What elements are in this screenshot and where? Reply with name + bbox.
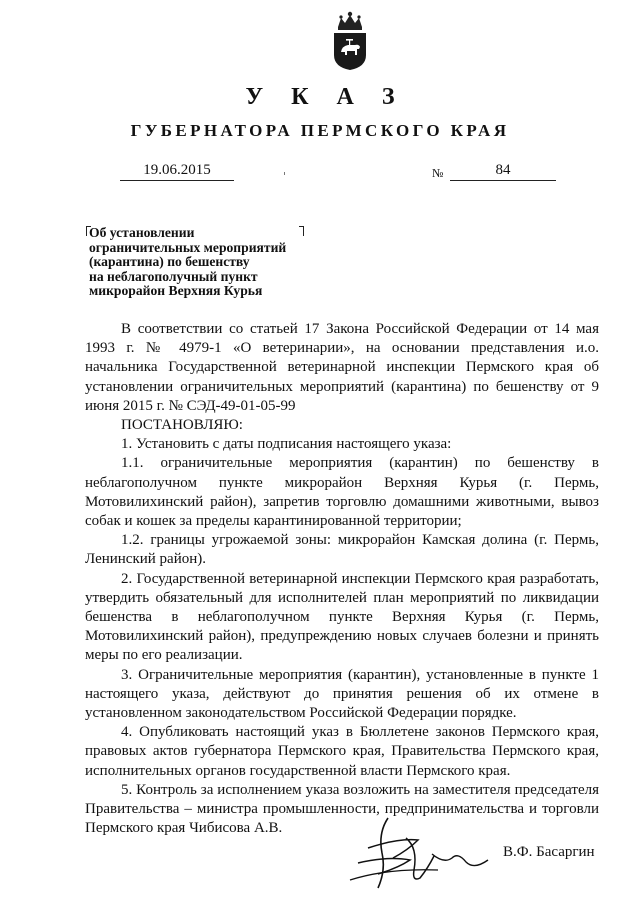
preamble-paragraph: В соответствии со статьей 17 Закона Российской Федерации от 14 мая 1993 г. № 4979-1 «О ветеринарии», на основании представления и.о. начальника Государственной ветеринарной инспекции Пермского края об установлении ограничительных мероприятий (карантина) по бешенству от 9 июня 2015 г. № СЭД-49-01-05-99 <box>85 321 599 414</box>
decree-subject <box>89 226 319 299</box>
scan-speck <box>284 172 285 175</box>
decree-body <box>85 320 599 838</box>
decree-issuer: ГУБЕРНАТОРА ПЕРМСКОГО КРАЯ <box>130 121 510 140</box>
decree-item: 1.2. границы угрожаемой зоны: микрорайон Камская долина (г. Пермь, Ленинский район). <box>85 532 599 568</box>
subject-line: Об установлении <box>89 225 195 240</box>
decree-item: 3. Ограничительные мероприятия (карантин), установленные в пункте 1 настоящего указа, действуют до принятия решения об их отмене в установленном законодательством Российской Федерации порядке. <box>85 666 599 722</box>
signer-name: В.Ф. Басаргин <box>503 844 595 860</box>
decree-item: 5. Контроль за исполнением указа возложить на заместителя председателя Правительства – министра промышленности, предпринимательства и торговли Пермского края Чибисова А.В. <box>85 781 599 837</box>
decree-word: ПОСТАНОВЛЯЮ: <box>121 417 243 434</box>
decree-item: 4. Опубликовать настоящий указ в Бюллетене законов Пермского края, правовых актов губернатора Пермского края, Правительства Пермского края, исполнительных органов государственной власти Пермского края. <box>85 724 599 779</box>
number-sign: № <box>432 166 444 180</box>
decree-item: 1. Установить с даты подписания настоящего указа: <box>121 436 452 453</box>
decree-item: 2. Государственной ветеринарной инспекции Пермского края разработать, утвердить обязательный для исполнителей план мероприятий по ликвидации бешенства в неблагополучном пункте Верхняя Курья (г. Пермь, Мотовилихинский район), предупреждению новых случаев болезни и принять меры по его реализации. <box>85 570 599 664</box>
decree-date: 19.06.2015 <box>120 162 234 181</box>
handwritten-signature <box>348 808 496 894</box>
decree-item: 1.1. ограничительные мероприятия (карантин) по бешенству в неблагополучном пункте микрорайон Верхняя Курья (г. Пермь, Мотовилихинский район), запретив торговлю домашними животными, вывоз собак и кошек за пределы карантинированной территории; <box>85 455 599 530</box>
subject-line: (карантина) по бешенству <box>89 254 250 270</box>
decree-number: 84 <box>450 162 556 181</box>
decree-title: У К А З <box>245 84 406 110</box>
subject-line: на неблагополучный пункт <box>89 268 258 284</box>
subject-line: микрорайон Верхняя Курья <box>89 283 263 299</box>
subject-line: ограничительных мероприятий <box>89 239 287 255</box>
perm-krai-coat-of-arms-icon <box>329 9 371 71</box>
